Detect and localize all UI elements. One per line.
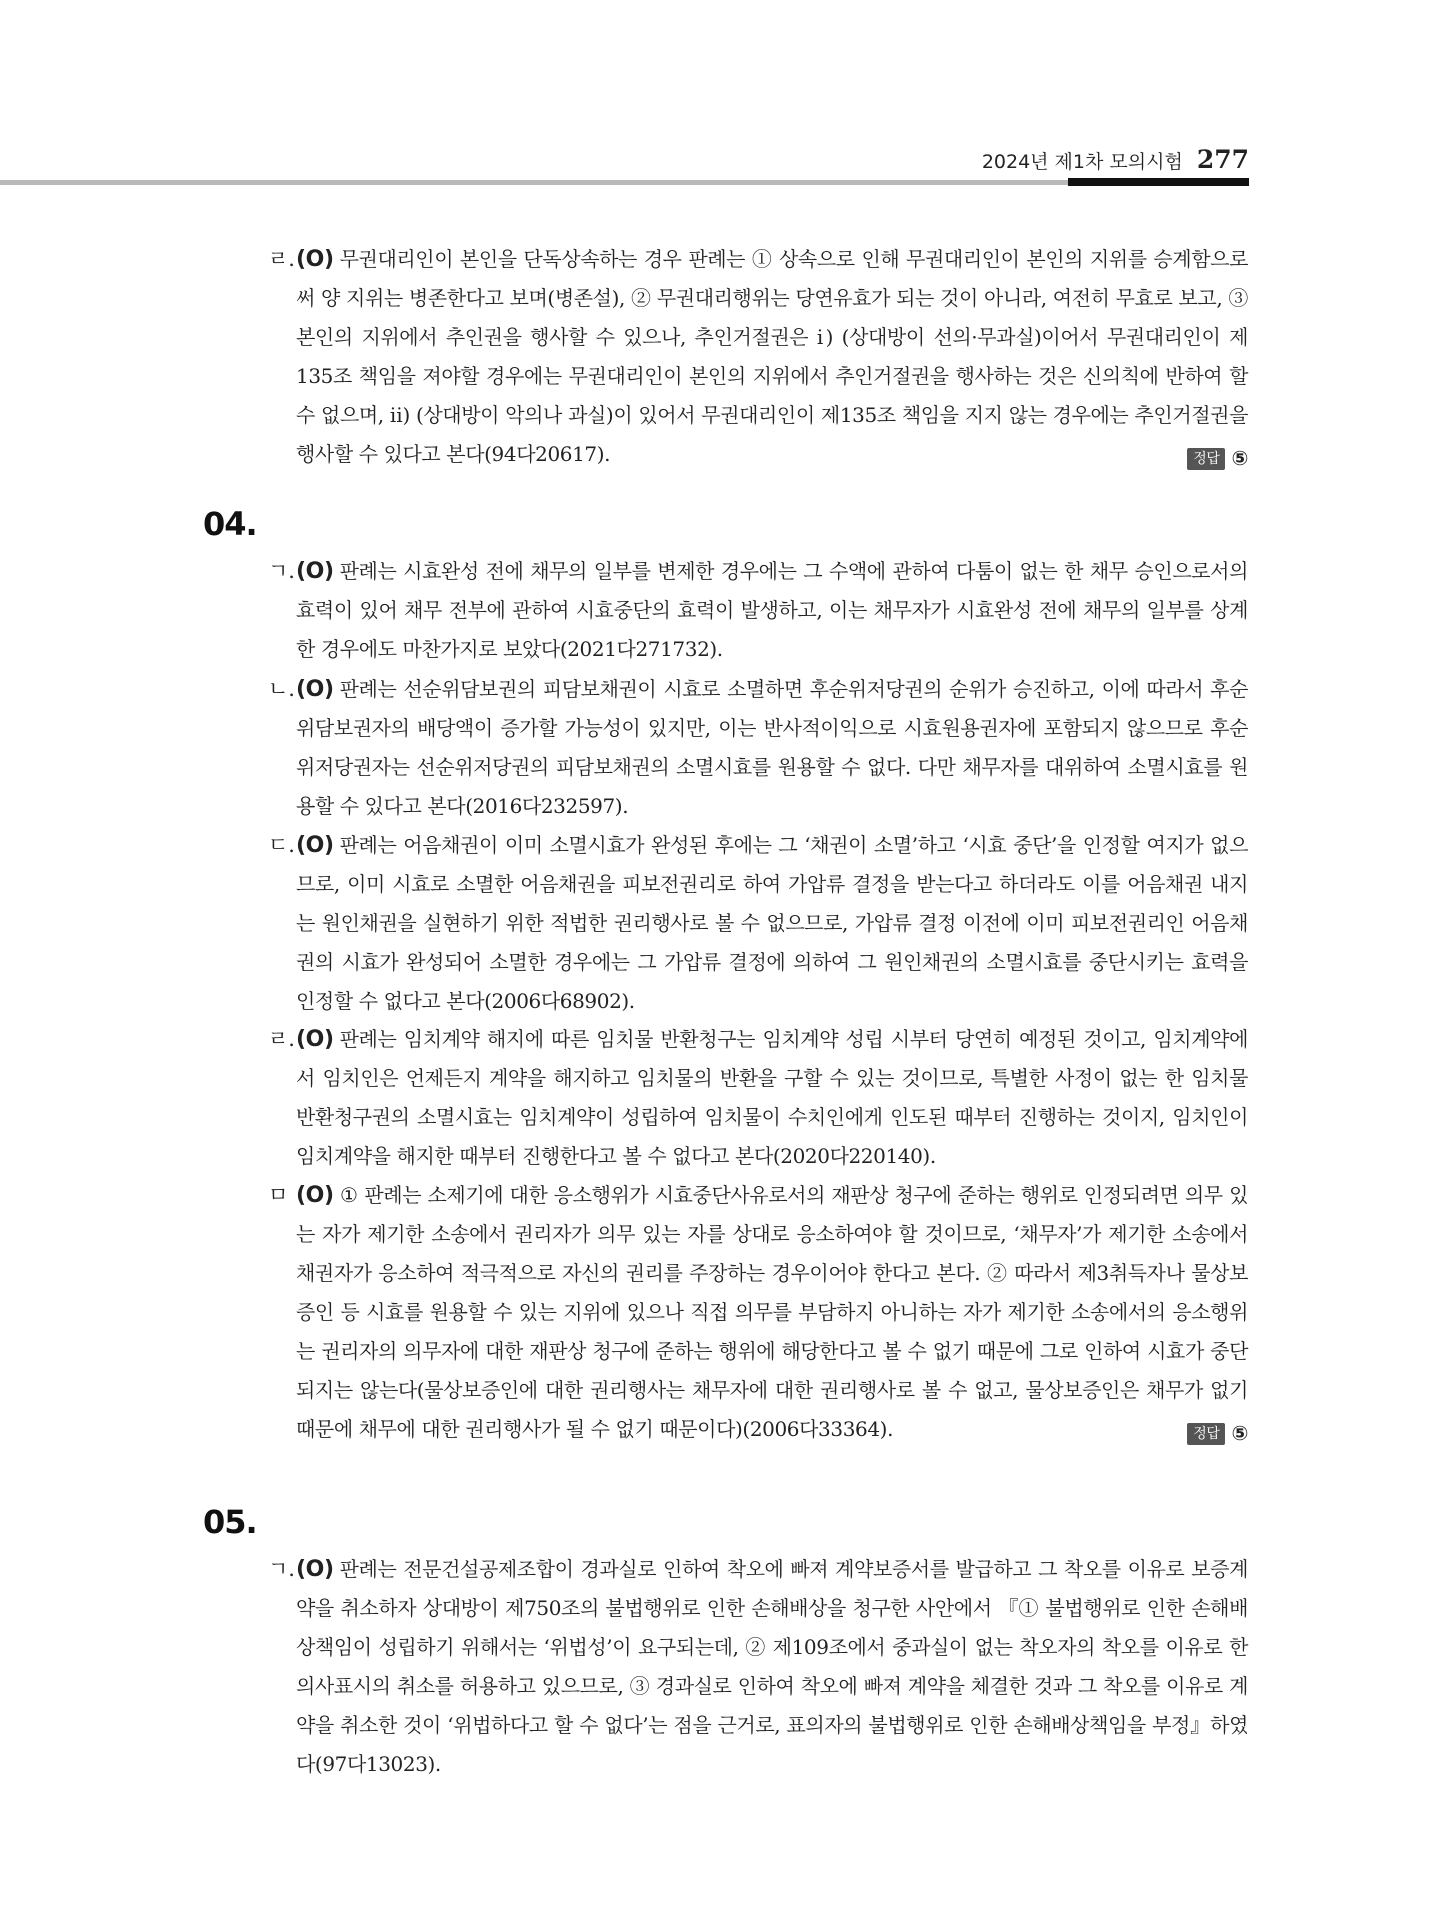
explanation-item <box>268 552 1248 669</box>
explanation-item <box>268 826 1248 1021</box>
explanation-item <box>268 670 1248 826</box>
section-title-04: 04. <box>203 505 257 543</box>
correct-mark: (O) <box>296 1183 334 1208</box>
item-body: 무권대리인이 본인을 단독상속하는 경우 판례는 ① 상속으로 인해 무권대리인이 본인의 지위를 승계함으로써 양 지위는 병존한다고 보며(병존설), ② 무권대리행위는 당연유효가 되는 것이 아니라, 여전히 무효로 보고, ③ 본인의 지위에서 추인권을 행사할 수 있으나, 추인거절권은 ⅰ) (상대방이 선의·무과실)이어서 무권대리인이 제135조 책임을 져야할 경우에는 무권대리인이 본인의 지위에서 추인거절권을 행사하는 것은 신의칙에 반하여 할 수 없으며, ⅱ) (상대방이 악의나 과실)이 있어서 무권대리인이 제135조 책임을 지지 않는 경우에는 추인거절권을 행사할 수 있다고 본다(94다20617). <box>296 247 1248 466</box>
answer-box <box>1187 439 1248 478</box>
item-text <box>296 552 1248 669</box>
item-text <box>296 670 1248 826</box>
explanation-item <box>268 240 1248 478</box>
answer-box <box>1187 1414 1248 1453</box>
item-text <box>296 1550 1248 1784</box>
item-text <box>296 1176 1248 1453</box>
header-rule-accent <box>1068 178 1249 186</box>
section-title-05: 05. <box>203 1503 257 1541</box>
correct-mark: (O) <box>296 677 334 702</box>
item-body: 판례는 전문건설공제조합이 경과실로 인하여 착오에 빠져 계약보증서를 발급하고 그 착오를 이유로 보증계약을 취소하자 상대방이 제750조의 불법행위로 인한 손해배상을 청구한 사안에서 『① 불법행위로 인한 손해배상책임이 성립하기 위해서는 ‘위법성’이 요구되는데, ② 제109조에서 중과실이 없는 착오자의 착오를 이유로 한 의사표시의 취소를 허용하고 있으므로, ③ 경과실로 인하여 착오에 빠져 계약을 체결한 것과 그 착오를 이유로 계약을 취소한 것이 ‘위법하다고 할 수 없다’는 점을 근거로, 표의자의 불법행위로 인한 손해배상책임을 부정』하였다(97다13023). <box>296 1557 1248 1776</box>
answer-label: 정답 <box>1187 448 1225 470</box>
item-body: 판례는 임치계약 해지에 따른 임치물 반환청구는 임치계약 성립 시부터 당연히 예정된 것이고, 임치계약에서 임치인은 언제든지 계약을 해지하고 임치물의 반환을 구할 수 있는 것이므로, 특별한 사정이 없는 한 임치물 반환청구권의 소멸시효는 임치계약이 성립하여 임치물이 수치인에게 인도된 때부터 진행하는 것이지, 임치인이 임치계약을 해지한 때부터 진행한다고 볼 수 없다고 본다(2020다220140). <box>296 1027 1248 1168</box>
explanation-item <box>268 1176 1248 1453</box>
correct-mark: (O) <box>296 833 334 858</box>
item-text <box>296 1020 1248 1176</box>
running-head <box>982 145 1249 174</box>
page-number: 277 <box>1196 145 1249 174</box>
item-marker: ㄹ. <box>268 247 295 271</box>
item-marker: ㄷ. <box>268 833 295 857</box>
item-body: 판례는 시효완성 전에 채무의 일부를 변제한 경우에는 그 수액에 관하여 다툼이 없는 한 채무 승인으로서의 효력이 있어 채무 전부에 관하여 시효중단의 효력이 발생하고, 이는 채무자가 시효완성 전에 채무의 일부를 상계한 경우에도 마찬가지로 보았다(2021다271732). <box>296 559 1248 661</box>
item-body: 판례는 어음채권이 이미 소멸시효가 완성된 후에는 그 ‘채권이 소멸’하고 ‘시효 중단’을 인정할 여지가 없으므로, 이미 시효로 소멸한 어음채권을 피보전권리로 하여 가압류 결정을 받는다고 하더라도 이를 어음채권 내지는 원인채권을 실현하기 위한 적법한 권리행사로 볼 수 없으므로, 가압류 결정 이전에 이미 피보전권리인 어음채권의 시효가 완성되어 소멸한 경우에는 그 가압류 결정에 의하여 그 원인채권의 소멸시효를 중단시키는 효력을 인정할 수 없다고 본다(2006다68902). <box>296 833 1248 1013</box>
page-header <box>0 0 1431 190</box>
explanation-item <box>268 1020 1248 1176</box>
item-text <box>296 240 1248 478</box>
answer-label: 정답 <box>1187 1423 1225 1445</box>
correct-mark: (O) <box>296 559 334 584</box>
correct-mark: (O) <box>296 1557 334 1582</box>
answer-value: ⑤ <box>1231 1421 1248 1445</box>
item-marker: ㄹ. <box>268 1027 295 1051</box>
header-rule <box>0 180 1068 185</box>
correct-mark: (O) <box>296 247 334 272</box>
explanation-item <box>268 1550 1248 1784</box>
item-body: 판례는 선순위담보권의 피담보채권이 시효로 소멸하면 후순위저당권의 순위가 승진하고, 이에 따라서 후순위담보권자의 배당액이 증가할 가능성이 있지만, 이는 반사적이익으로 시효원용권자에 포함되지 않으므로 후순위저당권자는 선순위저당권의 피담보채권의 소멸시효를 원용할 수 없다. 다만 채무자를 대위하여 소멸시효를 원용할 수 있다고 본다(2016다232597). <box>296 677 1248 818</box>
item-text <box>296 826 1248 1021</box>
item-marker: ㄱ. <box>268 559 295 583</box>
item-marker: ㄱ. <box>268 1557 295 1581</box>
item-body: ① 판례는 소제기에 대한 응소행위가 시효중단사유로서의 재판상 청구에 준하는 행위로 인정되려면 의무 있는 자가 제기한 소송에서 권리자가 의무 있는 자를 상대로 응소하여야 할 것이므로, ‘채무자’가 제기한 소송에서 채권자가 응소하여 적극적으로 자신의 권리를 주장하는 경우이어야 한다고 본다. ② 따라서 제3취득자나 물상보증인 등 시효를 원용할 수 있는 지위에 있으나 직접 의무를 부담하지 아니하는 자가 제기한 소송에서의 응소행위는 권리자의 의무자에 대한 재판상 청구에 준하는 행위에 해당한다고 볼 수 없기 때문에 그로 인하여 시효가 중단되지는 않는다(물상보증인에 대한 권리행사는 채무자에 대한 권리행사로 볼 수 없고, 물상보증인은 채무가 없기 때문에 채무에 대한 권리행사가 될 수 없기 때문이다)(2006다33364). <box>296 1183 1248 1441</box>
item-marker: ㄴ. <box>268 677 295 701</box>
item-marker: ㅁ <box>268 1183 289 1207</box>
exam-title: 2024년 제1차 모의시험 <box>981 151 1183 173</box>
correct-mark: (O) <box>296 1027 334 1052</box>
answer-value: ⑤ <box>1231 446 1248 470</box>
